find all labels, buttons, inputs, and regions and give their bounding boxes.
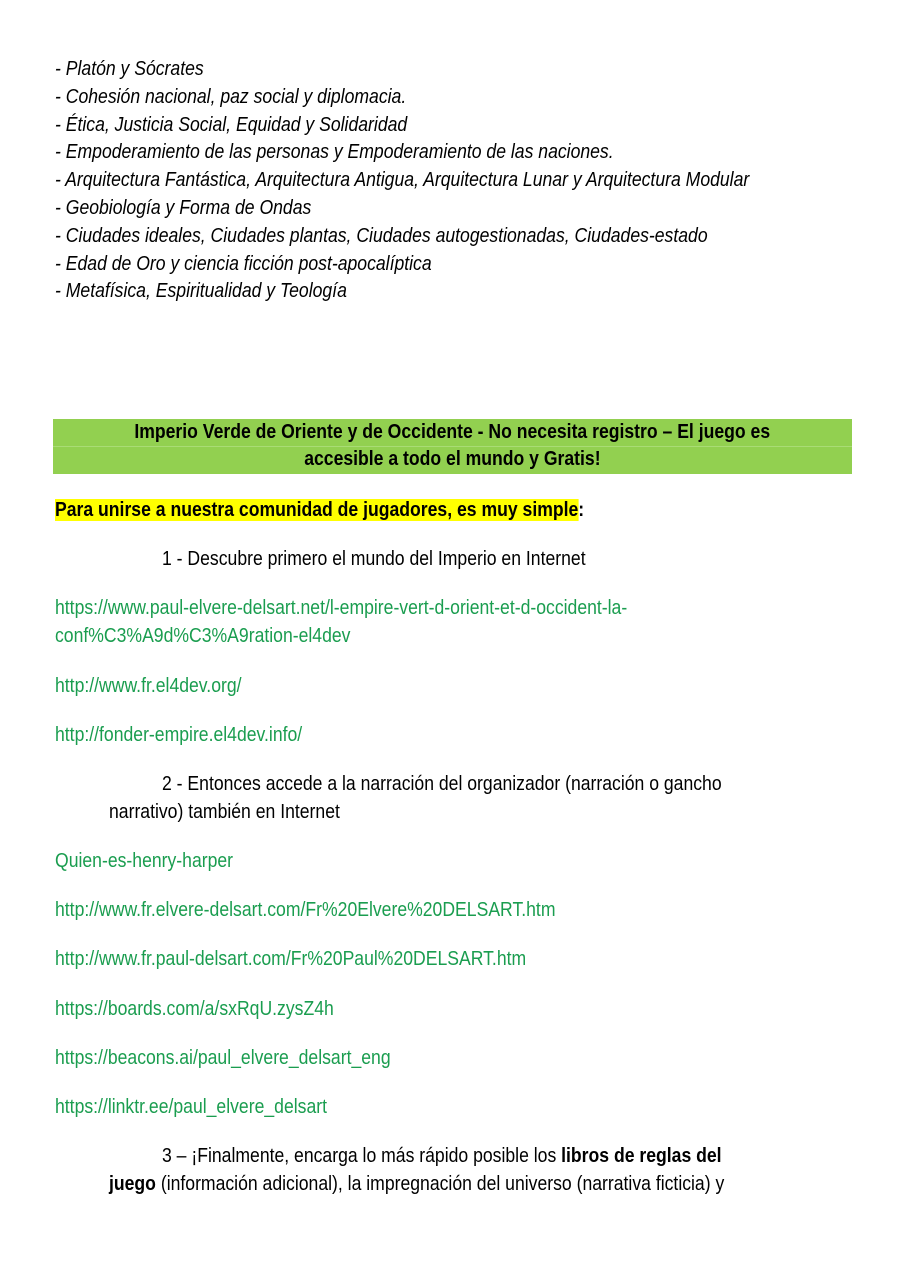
step-3-text: 3 – ¡Finalmente, encarga lo más rápido posible los [162,1145,562,1167]
topic-item: - Platón y Sócrates [55,58,204,80]
banner-line-1: Imperio Verde de Oriente y de Occidente - No necesita registro – El juego es [134,421,771,443]
topic-item: - Ética, Justicia Social, Equidad y Solidaridad [55,113,408,136]
link-beacons[interactable]: https://beacons.ai/paul_elvere_delsart_eng [55,1047,391,1069]
step-3-text-2: (información adicional), la impregnación del universo (narrativa ficticia) y [155,1173,725,1195]
link-boards[interactable]: https://boards.com/a/sxRqU.zysZ4h [55,998,334,1020]
link-linktree[interactable]: https://linktr.ee/paul_elvere_delsart [55,1096,327,1118]
join-highlighted-text: Para unirse a nuestra comunidad de jugadores, es muy simple [55,499,579,521]
join-heading [55,496,584,524]
topic-item: - Empoderamiento de las personas y Empoderamiento de las naciones. [55,141,614,164]
link-paul-elvere-delsart-net[interactable]: https://www.paul-elvere-delsart.net/l-empire-vert-d-orient-et-d-occident-la- [55,597,628,619]
green-banner [53,419,852,474]
step-3-bold-text-2: juego [109,1173,156,1195]
join-suffix: : [578,499,585,521]
link-paul-elvere-delsart-net-cont[interactable]: conf%C3%A9d%C3%A9ration-el4dev [55,625,351,647]
link-fonder-empire[interactable]: http://fonder-empire.el4dev.info/ [55,724,303,746]
step-2-text-line-1: 2 - Entonces accede a la narración del organizador (narración o gancho [162,773,722,795]
topic-item: - Arquitectura Fantástica, Arquitectura Antigua, Arquitectura Lunar y Arquitectura Modular [55,169,750,192]
step-3-text-line-1 [162,1142,722,1170]
link-paul-delsart[interactable]: http://www.fr.paul-delsart.com/Fr%20Paul%20DELSART.htm [55,948,527,970]
topic-item: - Ciudades ideales, Ciudades plantas, Ciudades autogestionadas, Ciudades-estado [55,224,708,247]
topic-item: - Geobiología y Forma de Ondas [55,196,312,219]
topic-item: - Metafísica, Espiritualidad y Teología [55,280,347,303]
step-2-text-line-2: narrativo) también en Internet [109,801,340,823]
topics-list [55,56,844,306]
step-3-bold-text: libros de reglas del [561,1145,722,1167]
topic-item: - Cohesión nacional, paz social y diplomacia. [55,85,407,108]
topic-item: - Edad de Oro y ciencia ficción post-apocalíptica [55,252,432,275]
link-quien-es-henry-harper[interactable]: Quien-es-henry-harper [55,850,234,872]
step-3-text-line-2 [109,1170,724,1198]
link-fr-el4dev-org[interactable]: http://www.fr.el4dev.org/ [55,675,242,697]
link-elvere-delsart[interactable]: http://www.fr.elvere-delsart.com/Fr%20Elvere%20DELSART.htm [55,899,556,921]
banner-line-2: accesible a todo el mundo y Gratis! [304,448,601,470]
step-1-text: 1 - Descubre primero el mundo del Imperio en Internet [162,548,586,570]
